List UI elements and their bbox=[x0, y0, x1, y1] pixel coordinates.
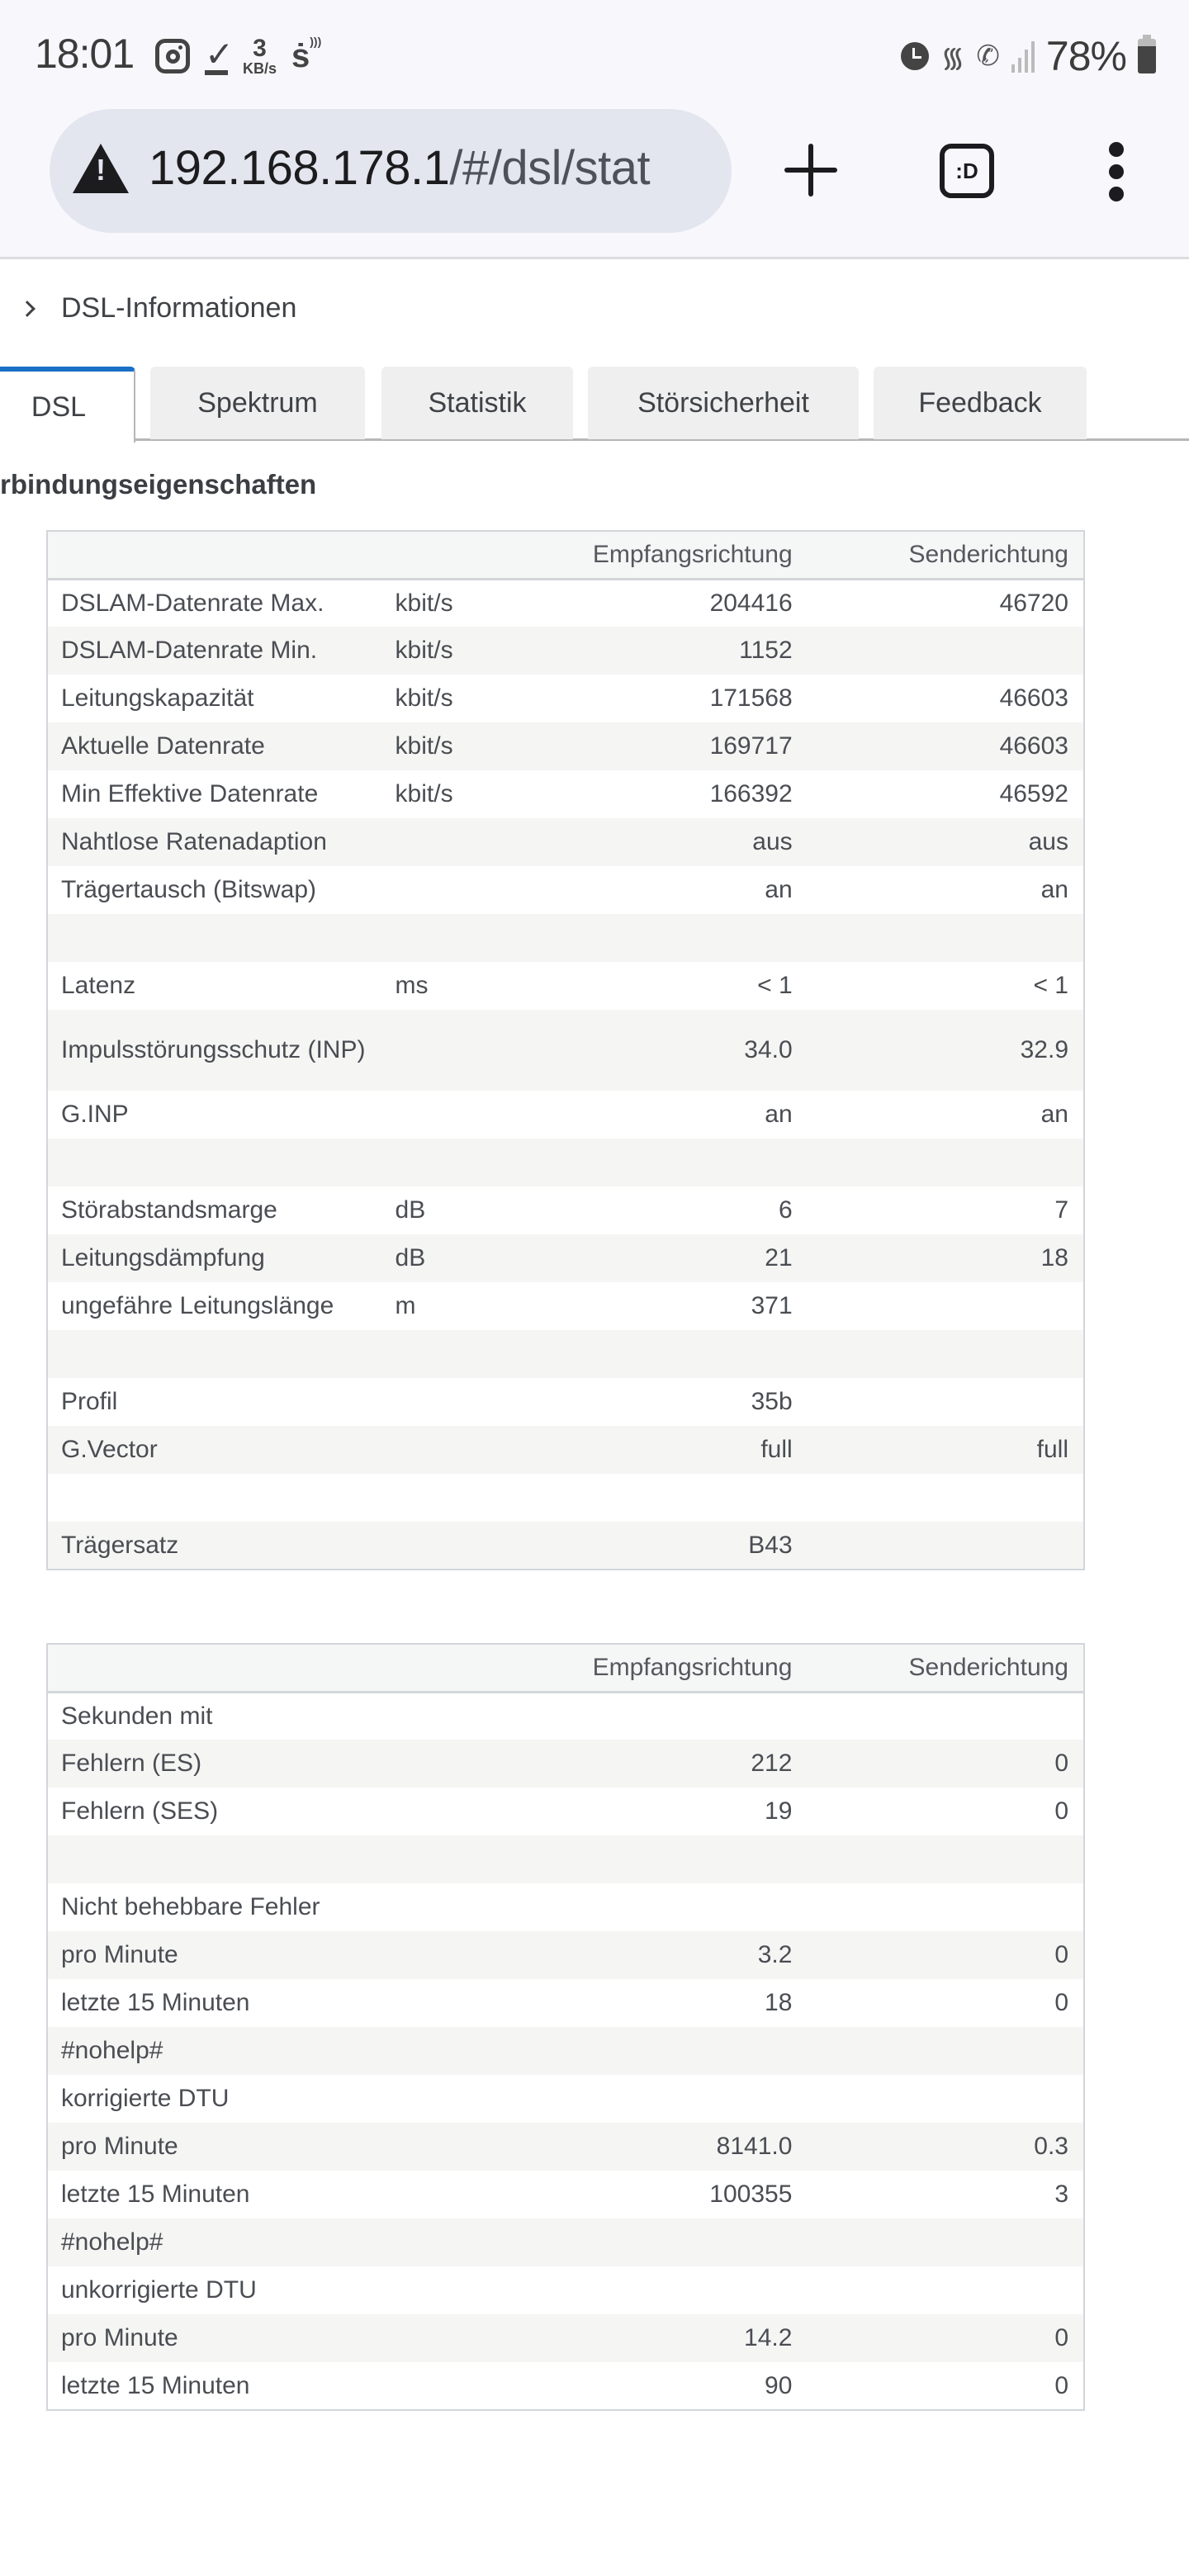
row-downstream bbox=[545, 914, 808, 962]
row-label: #nohelp# bbox=[47, 2027, 545, 2075]
row-downstream bbox=[545, 1474, 808, 1522]
row-unit: dB bbox=[395, 1196, 426, 1224]
row-label: Latenz bbox=[61, 972, 136, 999]
row-label: Leitungskapazität bbox=[61, 684, 254, 712]
row-label: G.INP bbox=[61, 1101, 129, 1128]
row-upstream: 32.9 bbox=[808, 1010, 1084, 1091]
row-label: Min Effektive Datenrate bbox=[61, 780, 319, 807]
row-downstream: 35b bbox=[751, 1388, 793, 1415]
row-label: Fehlern (SES) bbox=[61, 1797, 219, 1825]
row-downstream bbox=[545, 2266, 808, 2314]
row-downstream: 90 bbox=[765, 2371, 793, 2399]
table-row bbox=[47, 579, 1084, 627]
alarm-icon bbox=[901, 42, 929, 70]
row-upstream: 3 bbox=[1054, 2181, 1068, 2208]
network-speed-icon bbox=[243, 36, 277, 76]
row-upstream: 46603 bbox=[808, 722, 1084, 770]
wifi-call-icon: ✆ bbox=[976, 40, 1000, 72]
status-bar bbox=[0, 0, 1189, 107]
table-row bbox=[47, 1522, 1084, 1570]
header-label bbox=[47, 531, 381, 579]
table-row bbox=[47, 914, 1084, 962]
url-path: /#/dsl/stat bbox=[449, 141, 651, 195]
more-menu-button[interactable] bbox=[1106, 142, 1126, 201]
tab-dsl[interactable]: DSL bbox=[0, 367, 135, 443]
row-upstream bbox=[808, 1474, 1084, 1522]
tab-switcher-button[interactable]: :D bbox=[940, 144, 994, 198]
row-downstream: 171568 bbox=[709, 684, 793, 712]
row-unit bbox=[381, 1474, 545, 1522]
row-downstream: aus bbox=[545, 818, 808, 866]
table-row bbox=[47, 1010, 1084, 1091]
row-unit: kbit/s bbox=[395, 780, 453, 807]
row-downstream bbox=[545, 2027, 808, 2075]
row-upstream: 46720 bbox=[999, 589, 1068, 617]
warning-icon[interactable] bbox=[73, 144, 129, 193]
row-downstream: 169717 bbox=[545, 722, 808, 770]
row-label: pro Minute bbox=[47, 2123, 545, 2171]
table-row bbox=[47, 675, 1084, 722]
row-downstream bbox=[545, 1692, 808, 1740]
row-downstream: B43 bbox=[545, 1522, 808, 1570]
table-row bbox=[47, 722, 1084, 770]
new-tab-button[interactable] bbox=[784, 144, 837, 197]
wifi-6-icon: ᯾ bbox=[940, 42, 965, 73]
table-row bbox=[47, 962, 1084, 1010]
row-downstream bbox=[545, 1139, 808, 1186]
row-label: Impulsstörungsschutz (INP) bbox=[47, 1010, 381, 1091]
clock: 18:01 bbox=[35, 31, 135, 77]
row-upstream: an bbox=[1040, 876, 1068, 903]
connection-properties-table bbox=[46, 530, 1085, 1570]
row-label: Nicht behebbare Fehler bbox=[61, 1893, 320, 1920]
row-label: pro Minute bbox=[47, 2314, 545, 2362]
row-unit bbox=[381, 1010, 545, 1091]
tab-bar bbox=[0, 367, 1189, 441]
row-upstream: an bbox=[1040, 1101, 1068, 1128]
chevron-right-icon bbox=[19, 301, 36, 317]
header-upstream: Senderichtung bbox=[807, 1644, 1084, 1692]
download-check-icon: ✓ bbox=[205, 35, 234, 73]
table-row bbox=[47, 1234, 1084, 1282]
row-upstream: 7 bbox=[1054, 1196, 1068, 1224]
tab-spektrum[interactable]: Spektrum bbox=[150, 367, 365, 439]
row-upstream: aus bbox=[808, 818, 1084, 866]
table-row bbox=[47, 1979, 1084, 2027]
row-upstream bbox=[808, 1378, 1084, 1426]
row-unit bbox=[381, 1330, 545, 1378]
speed-value: 3 bbox=[253, 35, 267, 62]
row-unit: ms bbox=[395, 972, 429, 999]
row-downstream: an bbox=[765, 1101, 793, 1128]
tab-feedback[interactable]: Feedback bbox=[874, 367, 1087, 439]
row-downstream: 19 bbox=[765, 1797, 793, 1825]
section-title: rbindungseigenschaften bbox=[0, 469, 317, 500]
row-upstream: 0 bbox=[1054, 1797, 1068, 1825]
table-row bbox=[47, 1883, 1084, 1931]
row-downstream: 18 bbox=[765, 1989, 793, 2016]
row-label: korrigierte DTU bbox=[61, 2085, 230, 2112]
table-row bbox=[47, 1091, 1084, 1139]
notification-icons bbox=[155, 33, 322, 79]
row-upstream bbox=[808, 1330, 1084, 1378]
table-row bbox=[47, 1740, 1084, 1788]
row-label bbox=[47, 1139, 381, 1186]
row-downstream bbox=[545, 1883, 808, 1931]
row-downstream: 8141.0 bbox=[545, 2123, 808, 2171]
row-upstream: full bbox=[808, 1426, 1084, 1474]
row-upstream bbox=[807, 2266, 1084, 2314]
table-row bbox=[47, 1282, 1084, 1330]
row-label: #nohelp# bbox=[47, 2218, 545, 2266]
row-downstream: 204416 bbox=[709, 589, 793, 617]
table-row bbox=[47, 2171, 1084, 2218]
table-row bbox=[47, 866, 1084, 914]
row-label: letzte 15 Minuten bbox=[61, 2371, 250, 2399]
row-unit bbox=[381, 1378, 545, 1426]
breadcrumb[interactable] bbox=[21, 292, 296, 324]
row-downstream bbox=[545, 2075, 808, 2123]
row-label: Sekunden mit bbox=[61, 1702, 213, 1730]
header-unit bbox=[381, 531, 545, 579]
table-row bbox=[47, 818, 1084, 866]
browser-toolbar bbox=[0, 107, 1189, 259]
row-label: G.Vector bbox=[47, 1426, 381, 1474]
row-label: DSLAM-Datenrate Min. bbox=[47, 627, 381, 675]
table-row bbox=[47, 627, 1084, 675]
table-row bbox=[47, 2123, 1084, 2171]
table-row bbox=[47, 1835, 1084, 1883]
row-unit: kbit/s bbox=[381, 722, 545, 770]
row-upstream bbox=[807, 2075, 1084, 2123]
table-row bbox=[47, 1330, 1084, 1378]
row-upstream bbox=[808, 627, 1084, 675]
row-label: Profil bbox=[61, 1388, 118, 1415]
row-upstream bbox=[807, 2027, 1084, 2075]
speed-unit: KB/s bbox=[243, 60, 277, 77]
row-unit bbox=[381, 818, 545, 866]
row-label: unkorrigierte DTU bbox=[61, 2276, 257, 2304]
row-unit: kbit/s bbox=[395, 589, 453, 617]
row-unit bbox=[381, 1139, 545, 1186]
url-text[interactable] bbox=[149, 140, 650, 196]
row-downstream: 3.2 bbox=[545, 1931, 808, 1979]
row-upstream bbox=[808, 1282, 1084, 1330]
row-label: Fehlern (ES) bbox=[47, 1740, 545, 1788]
row-label bbox=[47, 914, 381, 962]
battery-percent: 78% bbox=[1045, 33, 1126, 79]
row-label bbox=[47, 1835, 545, 1883]
header-downstream: Empfangsrichtung bbox=[545, 1644, 808, 1692]
table-row bbox=[47, 1186, 1084, 1234]
row-upstream bbox=[808, 914, 1084, 962]
table-row bbox=[47, 2266, 1084, 2314]
table-row bbox=[47, 1474, 1084, 1522]
signal-icon bbox=[1011, 40, 1035, 73]
table-row bbox=[47, 1788, 1084, 1835]
row-upstream bbox=[807, 1692, 1084, 1740]
row-upstream: < 1 bbox=[1033, 972, 1068, 999]
row-downstream: 34.0 bbox=[545, 1010, 808, 1091]
row-downstream: 100355 bbox=[709, 2181, 793, 2208]
row-upstream: 18 bbox=[808, 1234, 1084, 1282]
row-unit: dB bbox=[381, 1234, 545, 1282]
row-downstream: 212 bbox=[545, 1740, 808, 1788]
tab-statistik[interactable]: Statistik bbox=[381, 367, 573, 439]
error-statistics-table bbox=[46, 1643, 1085, 2411]
row-upstream: 46603 bbox=[999, 684, 1068, 712]
row-downstream bbox=[545, 1835, 808, 1883]
row-downstream: 21 bbox=[545, 1234, 808, 1282]
row-unit bbox=[381, 1426, 545, 1474]
row-upstream: 0 bbox=[1054, 1989, 1068, 2016]
row-upstream: 0 bbox=[807, 1740, 1084, 1788]
row-label: Leitungsdämpfung bbox=[47, 1234, 381, 1282]
row-label: letzte 15 Minuten bbox=[61, 1989, 250, 2016]
sparkasse-icon: ṡ ))) bbox=[291, 34, 322, 74]
row-upstream: 0 bbox=[807, 1931, 1084, 1979]
row-unit bbox=[381, 866, 545, 914]
table-row bbox=[47, 2027, 1084, 2075]
table-row bbox=[47, 2075, 1084, 2123]
row-downstream: 14.2 bbox=[545, 2314, 808, 2362]
row-label: Nahtlose Ratenadaption bbox=[47, 818, 381, 866]
row-unit: m bbox=[395, 1292, 416, 1319]
row-label: ungefähre Leitungslänge bbox=[61, 1292, 334, 1319]
header-downstream: Empfangsrichtung bbox=[545, 531, 808, 579]
row-upstream: 0 bbox=[807, 2314, 1084, 2362]
row-label: pro Minute bbox=[47, 1931, 545, 1979]
address-bar[interactable] bbox=[50, 109, 732, 233]
row-label bbox=[47, 1330, 381, 1378]
table-row bbox=[47, 770, 1084, 818]
header-label bbox=[47, 1644, 545, 1692]
row-upstream bbox=[808, 1522, 1084, 1570]
row-upstream bbox=[807, 1883, 1084, 1931]
row-label: DSLAM-Datenrate Max. bbox=[61, 589, 324, 617]
table-row bbox=[47, 2362, 1084, 2410]
url-host: 192.168.178.1 bbox=[149, 141, 450, 195]
row-upstream bbox=[807, 2218, 1084, 2266]
row-label: Trägersatz bbox=[47, 1522, 381, 1570]
row-upstream: 0 bbox=[1054, 2371, 1068, 2399]
row-label bbox=[47, 1474, 381, 1522]
table-row bbox=[47, 1426, 1084, 1474]
row-upstream: 46592 bbox=[999, 780, 1068, 807]
row-label: letzte 15 Minuten bbox=[61, 2181, 250, 2208]
row-unit bbox=[381, 1522, 545, 1570]
row-unit: kbit/s bbox=[381, 627, 545, 675]
row-upstream: 0.3 bbox=[807, 2123, 1084, 2171]
instagram-icon bbox=[155, 39, 190, 73]
row-downstream bbox=[545, 1330, 808, 1378]
row-label: Störabstandsmarge bbox=[61, 1196, 277, 1224]
row-unit: kbit/s bbox=[395, 684, 453, 712]
header-upstream: Senderichtung bbox=[808, 531, 1084, 579]
row-downstream: 6 bbox=[778, 1196, 793, 1224]
table-header-row bbox=[47, 531, 1084, 579]
tab-stoersicherheit[interactable]: Störsicherheit bbox=[588, 367, 859, 439]
table-row bbox=[47, 2314, 1084, 2362]
row-downstream: 1152 bbox=[545, 627, 808, 675]
table-row bbox=[47, 1931, 1084, 1979]
row-downstream: 166392 bbox=[709, 780, 793, 807]
row-label: Trägertausch (Bitswap) bbox=[61, 876, 316, 903]
row-upstream bbox=[808, 1139, 1084, 1186]
row-downstream: full bbox=[545, 1426, 808, 1474]
system-icons bbox=[901, 33, 1156, 79]
row-upstream bbox=[807, 1835, 1084, 1883]
row-downstream: 371 bbox=[751, 1292, 793, 1319]
row-unit bbox=[381, 914, 545, 962]
table-header-row bbox=[47, 1644, 1084, 1692]
table-row bbox=[47, 1139, 1084, 1186]
breadcrumb-label: DSL-Informationen bbox=[61, 292, 297, 324]
battery-icon bbox=[1138, 39, 1156, 73]
row-downstream bbox=[545, 2218, 808, 2266]
row-unit bbox=[381, 1091, 545, 1139]
table-row bbox=[47, 2218, 1084, 2266]
row-label: Aktuelle Datenrate bbox=[47, 722, 381, 770]
row-downstream: < 1 bbox=[757, 972, 793, 999]
table-row bbox=[47, 1378, 1084, 1426]
table-row bbox=[47, 1692, 1084, 1740]
row-downstream: an bbox=[765, 876, 793, 903]
